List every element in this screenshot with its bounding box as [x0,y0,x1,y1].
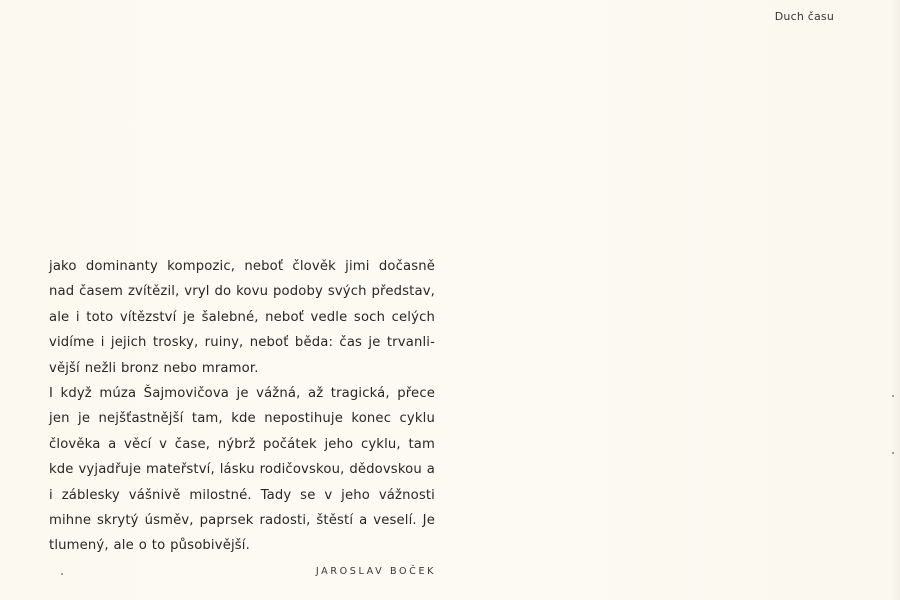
page-edge [890,0,900,600]
body-text [49,254,435,559]
running-head: Duch času [774,10,834,23]
paragraph-1: jako dominanty kompozic, neboť člověk jimi dočasně nad časem zvítězil, vryl do kovu podoby svých představ, ale i toto vítězství je šalebné, neboť vedle soch celých vidíme i jejich trosky, ruiny, neboť běda: čas je trvanli-vější nežli bronz nebo mramor. [49,259,435,376]
author-signature: JAROSLAV BOČEK [315,566,436,577]
paragraph-2: I když múza Šajmovičova je vážná, až tragická, přece jen je nejšťastnější tam, kde nepostihuje konec cyklu člověka a věcí v čase, nýbrž počátek jeho cyklu, tam kde vyjadřuje mateřství, lásku rodičovskou, dědovskou a i záblesky vášnivě milostné. Tady se v jeho vážnosti mihne skrytý úsměv, paprsek radosti, štěstí a veselí. Je tlumený, ale o to působivější. [49,386,435,554]
paper-speck [61,573,63,575]
